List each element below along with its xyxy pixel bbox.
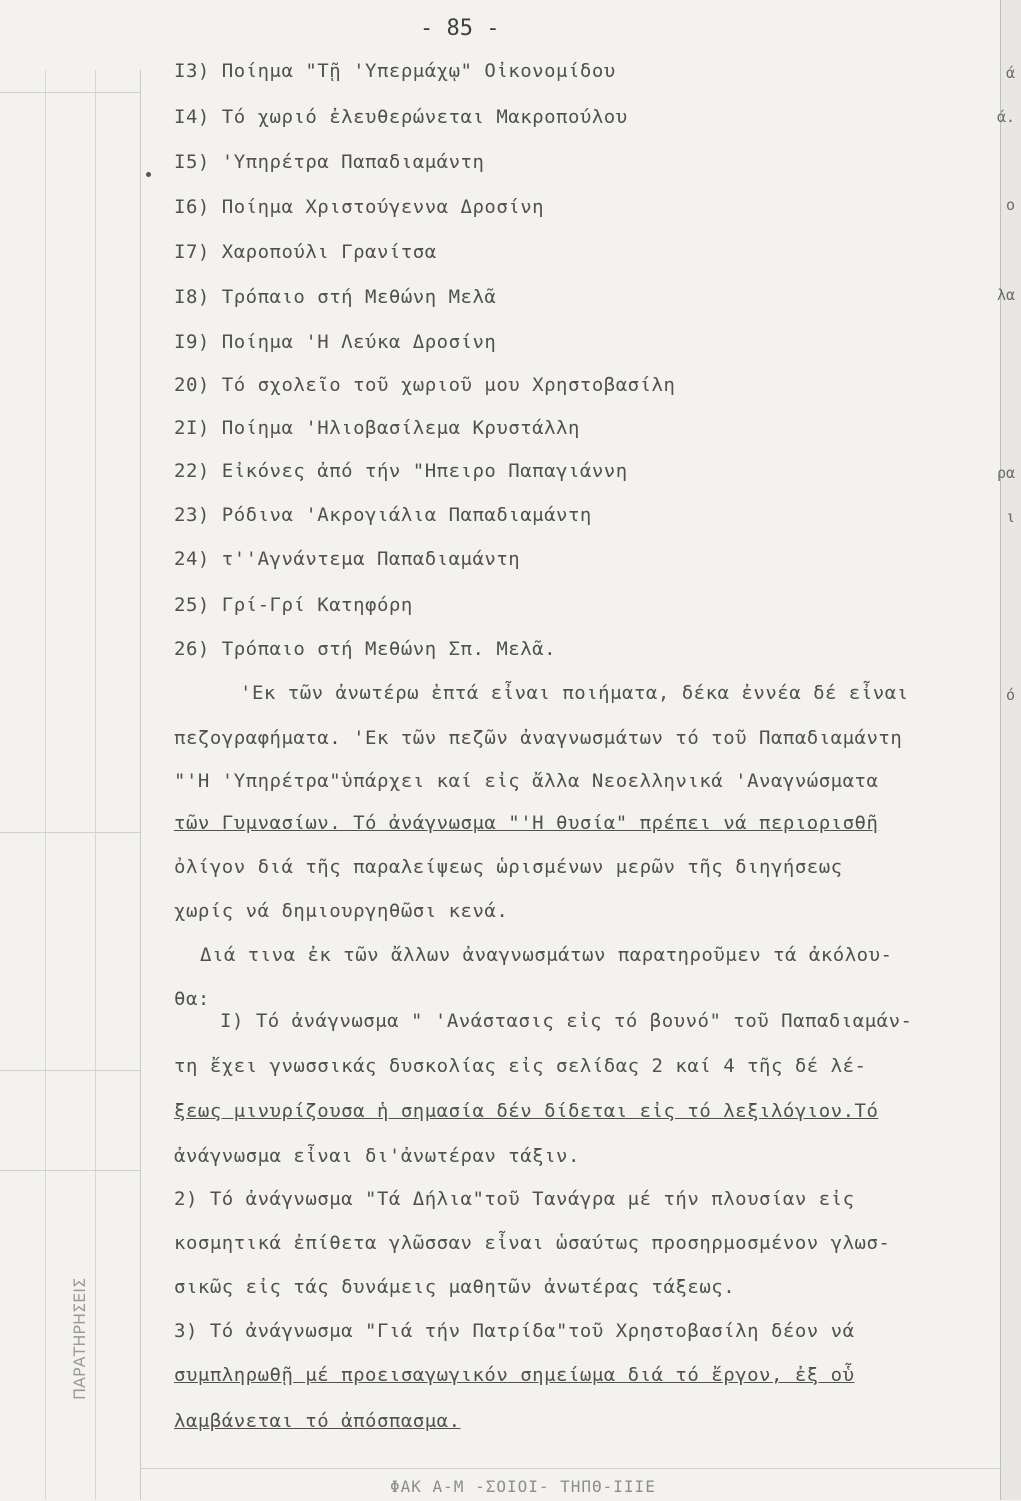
paragraph-line: χωρίς νά δημιουργηθῶσι κενά. <box>174 900 509 922</box>
paragraph-line: 2) Τό ἀνάγνωσμα "Τά Δήλια"τοῦ Τανάγρα μέ τήν πλουσίαν εἰς <box>174 1188 855 1210</box>
list-item: 2Ι) Ποίημα 'Ηλιοβασίλεμα Κρυστάλλη <box>174 417 580 439</box>
list-item: Ι7) Χαροπούλι Γρανίτσα <box>174 241 437 263</box>
list-item: Ι5) 'Υπηρέτρα Παπαδιαμάντη <box>174 151 485 173</box>
paragraph-line: σικῶς εἰς τάς δυνάμεις μαθητῶν ἀνωτέρας τάξεως. <box>174 1276 736 1298</box>
ledger-row-line <box>0 1070 140 1071</box>
list-item: 26) Τρόπαιο στή Μεθώνη Σπ. Μελᾶ. <box>174 638 557 660</box>
list-item: Ι6) Ποίημα Χριστούγεννα Δροσίνη <box>174 196 545 218</box>
bottom-strip <box>140 1468 1001 1501</box>
ledger-row-line <box>0 92 140 93</box>
paragraph-line: λαμβάνεται τό ἀπόσπασμα. <box>174 1410 461 1432</box>
edge-char: λα <box>996 286 1015 304</box>
list-item: Ι3) Ποίημα "Τῇ 'Υπερμάχῳ" Οἰκονομίδου <box>174 60 616 82</box>
paragraph-line: συμπληρωθῇ μέ προεισαγωγικόν σημείωμα διά τό ἔργον, ἐξ οὗ <box>174 1364 855 1386</box>
list-item: Ι9) Ποίημα 'Η Λεύκα Δροσίνη <box>174 331 497 353</box>
list-item: Ι8) Τρόπαιο στή Μεθώνη Μελᾶ <box>174 286 497 308</box>
edge-char: ρα <box>996 464 1015 482</box>
ledger-row-line <box>0 1170 140 1171</box>
page-number: - 85 - <box>420 16 500 41</box>
left-ledger <box>0 70 141 1500</box>
left-margin-label: ΠΑΡΑΤΗΡΗΣΕΙΣ <box>70 1277 89 1400</box>
list-item: Ι4) Τό χωριό ἐλευθερώνεται Μακροπούλου <box>174 106 628 128</box>
list-item: 24) τ''Αγνάντεμα Παπαδιαμάντη <box>174 548 521 570</box>
paragraph-line: τῶν Γυμνασίων. Τό ἀνάγνωσμα "'Η θυσία" πρέπει νά περιορισθῆ <box>174 812 879 834</box>
paragraph-line: πεζογραφήματα. 'Εκ τῶν πεζῶν ἀναγνωσμάτων τό τοῦ Παπαδιαμάντη <box>174 727 903 749</box>
edge-char: ά. <box>996 108 1015 126</box>
edge-char: ά <box>1005 64 1015 82</box>
paragraph-line: κοσμητικά ἐπίθετα γλῶσσαν εἶναι ὡσαύτως προσηρμοσμένον γλωσ- <box>174 1232 891 1254</box>
bullet-mark <box>146 172 151 177</box>
edge-char: ό <box>1005 686 1015 704</box>
list-item: 22) Εἰκόνες ἀπό τήν "Ηπειρο Παπαγιάννη <box>174 460 628 482</box>
paragraph-line: Ι) Τό ἀνάγνωσμα " 'Ανάστασις εἰς τό βουνό" τοῦ Παπαδιαμάν- <box>220 1010 913 1032</box>
paragraph-line: ὀλίγον διά τῆς παραλείψεως ὡρισμένων μερῶν τῆς διηγήσεως <box>174 856 843 878</box>
edge-char: ι <box>1005 508 1015 526</box>
list-item: 23) Ρόδινα 'Ακρογιάλια Παπαδιαμάντη <box>174 504 592 526</box>
paragraph-line: ἀνάγνωσμα εἶναι δι'ἀνωτέραν τάξιν. <box>174 1145 580 1167</box>
ledger-column-line <box>45 70 46 1500</box>
paragraph-line: τη ἔχει γνωσσικάς δυσκολίας εἰς σελίδας 2 καί 4 τῆς δέ λέ- <box>174 1055 867 1077</box>
paragraph-line: "'Η 'Υπηρέτρα"ὑπάρχει καί εἰς ἄλλα Νεοελληνικά 'Αναγνώσματα <box>174 770 879 792</box>
list-item: 25) Γρί-Γρί Κατηφόρη <box>174 594 413 616</box>
paragraph-line: 'Εκ τῶν ἀνωτέρω ἑπτά εἶναι ποιήματα, δέκα ἐννέα δέ εἶναι <box>240 682 909 704</box>
paragraph-line: ξεως μινυρίζουσα ἡ σημασία δέν δίδεται εἰς τό λεξιλόγιον.Τό <box>174 1100 879 1122</box>
paragraph-line: θα: <box>174 988 210 1010</box>
paragraph-line: Διά τινα ἐκ τῶν ἄλλων ἀναγνωσμάτων παρατηροῦμεν τά ἀκόλου- <box>200 944 893 966</box>
edge-char: ο <box>1005 196 1015 214</box>
right-page-edge <box>996 0 1021 1500</box>
list-item: 20) Τό σχολεῖο τοῦ χωριοῦ μου Χρηστοβασίλη <box>174 374 676 396</box>
ledger-row-line <box>0 832 140 833</box>
ledger-column-line <box>95 70 96 1500</box>
bottom-strip-text: ΦΑΚ Α-Μ -ΣΟΙΟΙ- ΤΗΠΘ-ΙΙΙΕ <box>390 1477 656 1496</box>
paragraph-line: 3) Τό ἀνάγνωσμα "Γιά τήν Πατρίδα"τοῦ Χρηστοβασίλη δέον νά <box>174 1320 855 1342</box>
